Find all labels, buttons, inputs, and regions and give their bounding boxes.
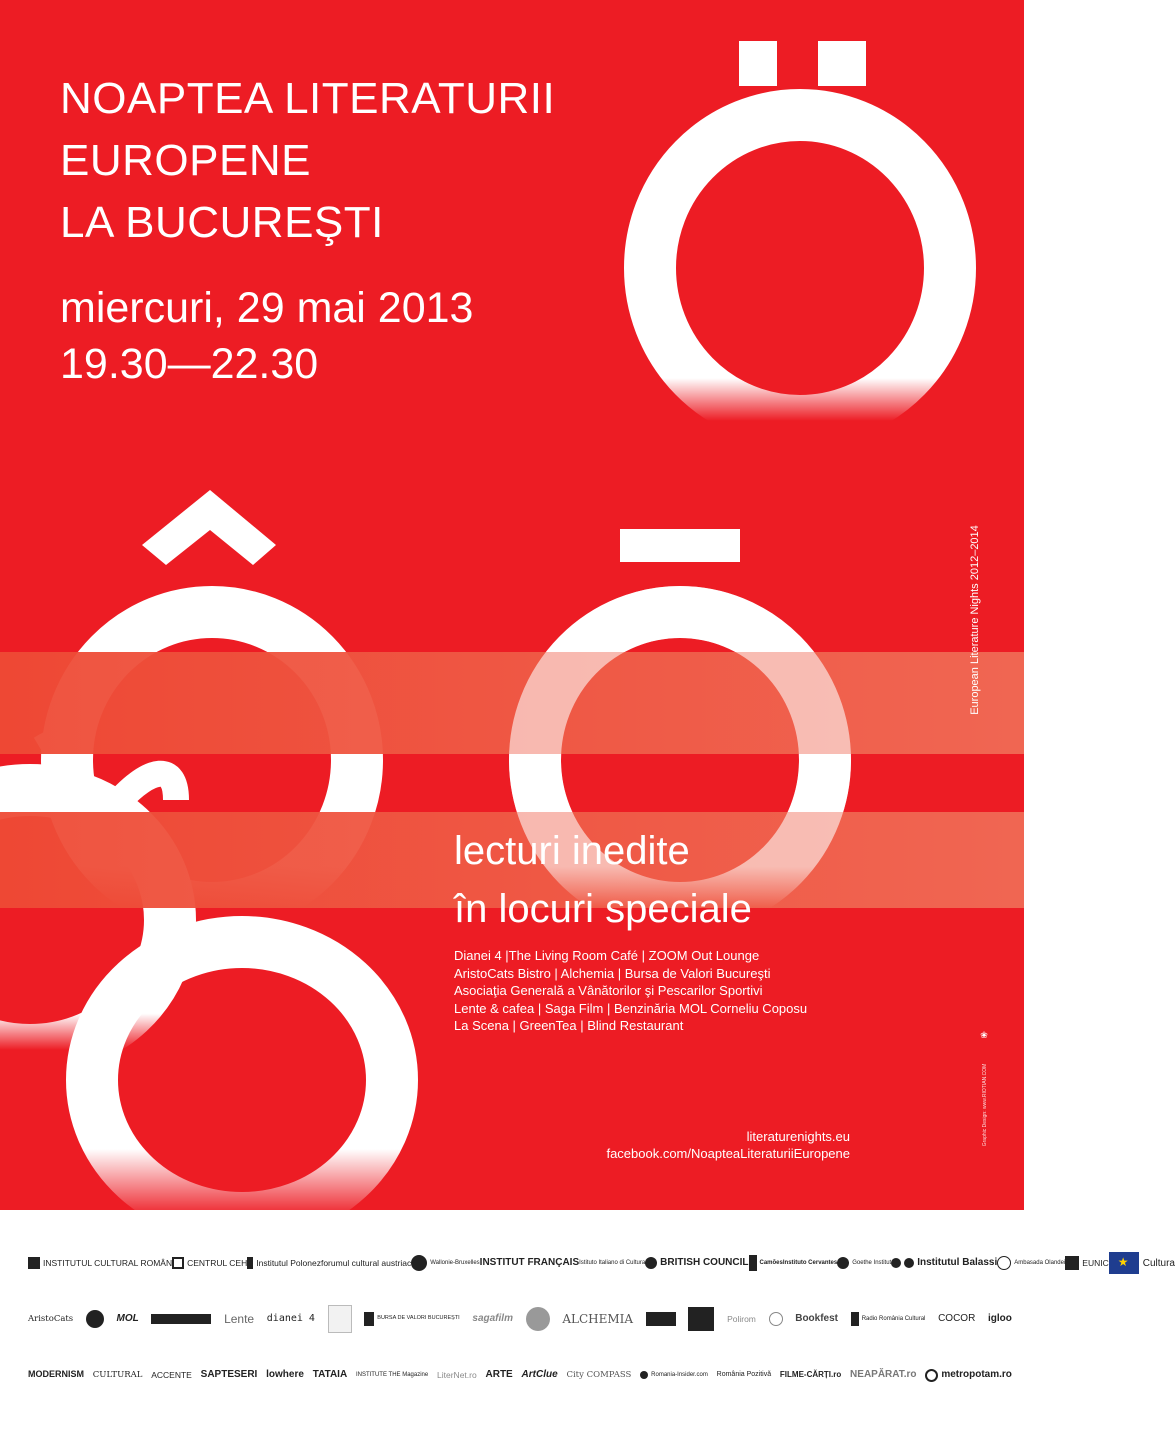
citycompass-logo-icon: City COMPASS xyxy=(566,1369,632,1380)
alchemia-logo-icon: ALCHEMIA xyxy=(562,1311,634,1326)
venue-line: Lente & cafea | Saga Film | Benzinăria MOL Corneliu Coposu xyxy=(454,1000,808,1016)
event-date xyxy=(60,280,473,392)
cervantes-logo-icon: Instituto Cervantes xyxy=(782,1259,838,1266)
aristocats-logo-icon: AristoCats xyxy=(28,1313,74,1324)
greentea-logo-icon xyxy=(526,1307,550,1331)
eunic-logo-icon: EUNIC xyxy=(1065,1256,1108,1270)
observator-logo-icon: CULTURAL xyxy=(92,1369,143,1380)
agvps-logo-icon xyxy=(86,1310,104,1328)
bookfest-logo-icon: Bookfest xyxy=(795,1312,839,1324)
neaparat-logo-icon: NEAPĂRAT.ro xyxy=(850,1368,917,1380)
pozitiva-logo-icon: România Pozitivă xyxy=(716,1371,772,1379)
time-line: 19.30—22.30 xyxy=(60,340,319,388)
venue-list xyxy=(454,947,807,1035)
venue-line: Asociaţia Generală a Vânătorilor şi Pescarilor Sportivi xyxy=(454,983,763,998)
metropotam-logo-icon: metropotam.ro xyxy=(925,1369,1012,1382)
cocor-logo-icon: COCOR xyxy=(938,1312,976,1324)
culture-label: Cultura xyxy=(1142,1257,1175,1269)
igloo-logo-icon: igloo xyxy=(987,1312,1012,1324)
venue-line: AristoCats Bistro | Alchemia | Bursa de Valori Bucureşti xyxy=(454,965,771,981)
czech-centre-logo-icon: CENTRUL CEH xyxy=(172,1257,247,1269)
icr-logo-icon: INSTITUTUL CULTURAL ROMÂN xyxy=(28,1257,172,1269)
artclue-logo-icon: ArtClue xyxy=(521,1368,558,1380)
o-bottom-glyph xyxy=(92,942,392,1218)
zoom-logo-icon xyxy=(646,1312,676,1326)
eu-flag-icon xyxy=(1109,1252,1139,1274)
design-credit xyxy=(980,1030,990,1180)
title-line: LA BUCUREŞTI xyxy=(60,198,384,247)
tagline-line: lecturi inedite xyxy=(454,829,690,873)
radio-logo-icon: Radio România Cultural xyxy=(851,1312,926,1326)
italian-institute-logo-icon: Istituto Italiano di Cultura xyxy=(579,1259,646,1266)
links-block xyxy=(500,1128,850,1162)
polirom-logo-icon: Polirom xyxy=(727,1313,756,1324)
o-umlaut-glyph xyxy=(650,41,950,421)
balassi-logo-icon: Institutul Balassi xyxy=(891,1258,997,1269)
sponsor-row-1 xyxy=(28,1230,1175,1296)
vertical-caption xyxy=(968,500,982,740)
insider-logo-icon: Romania-Insider.com xyxy=(640,1371,708,1379)
netherlands-logo-icon: Ambasada Olandei xyxy=(997,1256,1065,1270)
title-line: NOAPTEA LITERATURII xyxy=(60,74,556,123)
sponsor-row-3 xyxy=(28,1356,1012,1394)
modernism-logo-icon: MODERNISM xyxy=(28,1369,84,1380)
title-line: EUROPENE xyxy=(60,136,311,185)
poster-title xyxy=(60,68,555,254)
camoes-logo-icon: Camões xyxy=(749,1255,783,1271)
filmecarti-logo-icon: FILME-CĂRȚI.ro xyxy=(779,1369,842,1379)
designer-mark-icon: ❀ xyxy=(980,1030,988,1040)
website-link[interactable]: literaturenights.eu xyxy=(746,1129,850,1144)
accente-logo-icon: ACCENTE xyxy=(151,1369,192,1380)
sponsor-strip xyxy=(0,1210,1175,1435)
wallonie-logo-icon: Wallonie-Bruxelles xyxy=(411,1255,479,1271)
venue-line: Dianei 4 |The Living Room Café | ZOOM Out Lounge xyxy=(454,948,760,963)
tagline-line: în locuri speciale xyxy=(454,887,752,931)
mol-logo-icon: MOL xyxy=(116,1312,139,1324)
liternet-logo-icon: LiterNet.ro xyxy=(437,1369,477,1380)
cosmopolis-logo-icon xyxy=(769,1312,783,1326)
eu-culture-logo xyxy=(1109,1252,1175,1274)
bvb-logo-icon: BURSA DE VALORI BUCUREȘTI xyxy=(364,1312,459,1326)
vertical-caption-text: European Literature Nights 2012–2014 xyxy=(969,525,981,715)
livingroom-logo-icon xyxy=(688,1307,714,1331)
sponsor-row-2 xyxy=(28,1296,1012,1342)
institute-logo-icon: INSTITUTE THE Magazine xyxy=(355,1371,429,1378)
date-line: miercuri, 29 mai 2013 xyxy=(60,284,474,332)
tataia-logo-icon: TATAIA xyxy=(312,1368,348,1380)
british-council-logo-icon: BRITISH COUNCIL xyxy=(645,1257,748,1269)
facebook-link[interactable]: facebook.com/NoapteaLiteraturiiEuropene xyxy=(606,1146,850,1161)
tagline xyxy=(454,822,752,938)
polish-institute-logo-icon: Institutul Polonez xyxy=(247,1257,321,1269)
goethe-logo-icon: Goethe Institut xyxy=(837,1257,891,1269)
blind-logo-icon xyxy=(151,1314,211,1324)
scena-logo-icon xyxy=(328,1305,352,1333)
design-credit-text: Graphic Design: www.RIOTIAN.COM xyxy=(982,1063,988,1147)
arte-logo-icon: ARTE xyxy=(485,1368,513,1380)
sapteseri-logo-icon: SAPTESERI xyxy=(200,1368,258,1380)
lente-logo-icon: Lente xyxy=(224,1311,255,1326)
sagafilm-logo-icon: sagafilm xyxy=(472,1312,513,1324)
austrian-forum-logo-icon: forumul cultural austriac xyxy=(320,1257,412,1268)
institut-francais-logo-icon: INSTITUT FRANÇAIS xyxy=(479,1256,580,1268)
dianei-logo-icon: dianei 4 xyxy=(266,1312,315,1324)
nowhere-logo-icon: lowhere xyxy=(266,1368,304,1380)
venue-line: La Scena | GreenTea | Blind Restaurant xyxy=(454,1018,684,1033)
